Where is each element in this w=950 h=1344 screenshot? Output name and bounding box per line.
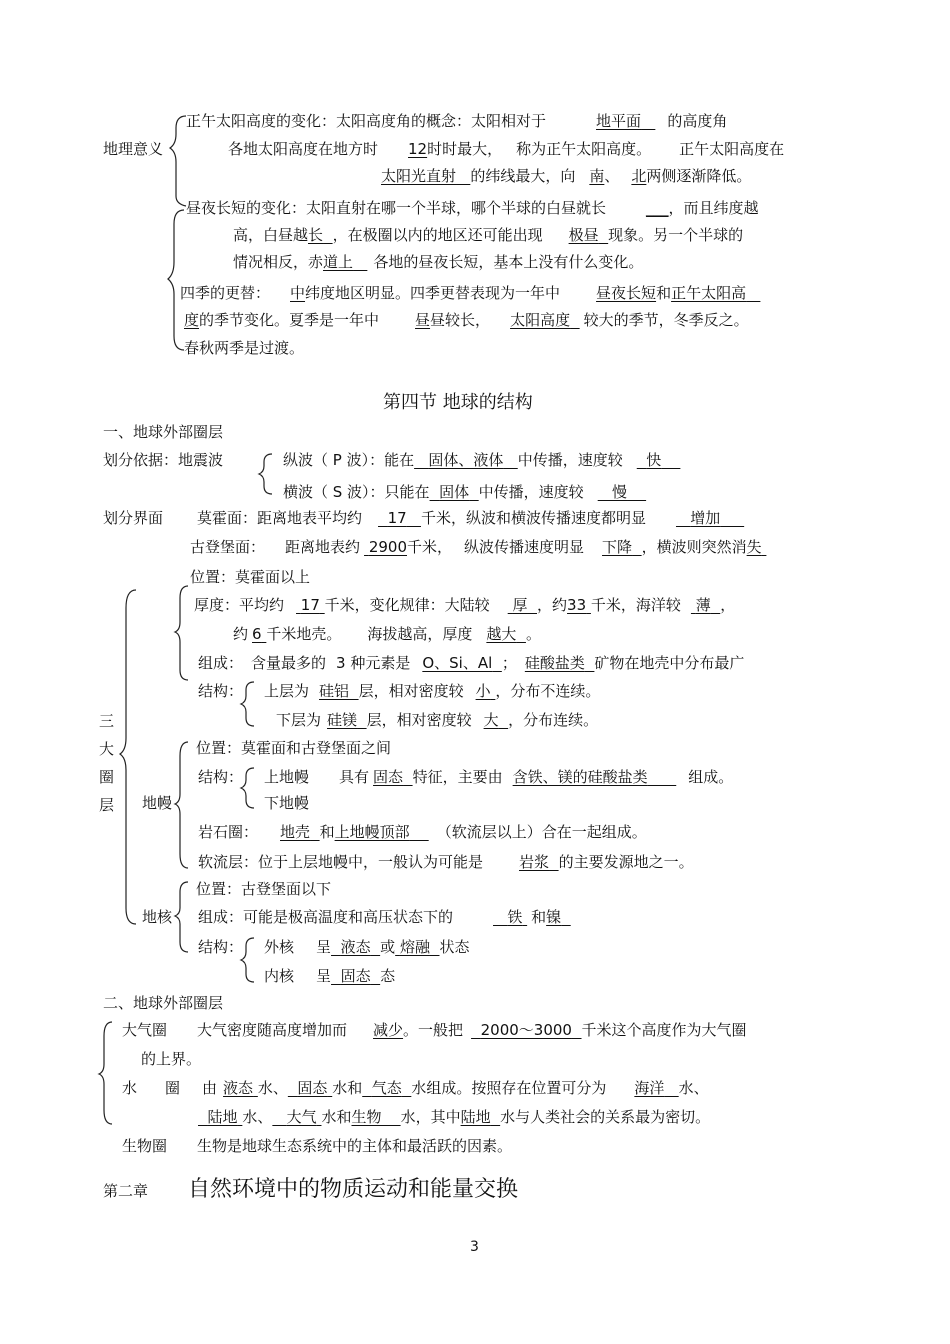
chapter-title: 自然环境中的物质运动和能量交换: [188, 1177, 519, 1202]
seismic-basis-label: 划分依据：地震波: [103, 451, 224, 469]
core-bracket: [174, 880, 194, 954]
part1-heading: 一、地球外部圈层: [103, 423, 224, 441]
season-line-2: 度的季节变化。夏季是一年中 昼昼较长， 太阳高度 较大的季节，冬季反之。: [184, 311, 749, 329]
core-composition: 组成：可能是极高温度和高压状态下的 铁 和镍: [198, 908, 562, 926]
moho-line: 莫霍面：距离地表平均约 17 千米，纵波和横波传播速度都明显 增加: [197, 509, 721, 527]
part2-heading: 二、地球外部圈层: [103, 994, 224, 1012]
interface-label: 划分界面: [103, 509, 164, 527]
three-spheres-char-1: 三: [99, 712, 115, 730]
season-line-1: 四季的更替： 中纬度地区明显。四季更替表现为一年中 昼夜长短和正午太阳高: [180, 284, 747, 302]
p-wave-line: 纵波（ P 波）：能在 固体、液体 中传播，速度较 快: [283, 451, 662, 469]
mantle-structure-label: 结构：: [198, 768, 244, 786]
lithosphere-line: 岩石圈： 地壳 和上地幔顶部 （软流层以上）合在一起组成。: [198, 823, 647, 841]
mantle-label: 地幔: [142, 794, 173, 812]
hydrosphere-line-1: 水 圈 由 液态 水、 固态 水和 气态 水组成。按照存在位置可分为 海洋 水、: [122, 1079, 709, 1097]
core-structure-label: 结构：: [198, 938, 244, 956]
atmosphere-line-1: 大气圈 大气密度随高度增加而 减少。一般把 2000～3000 千米这个高度作为大气圈: [122, 1021, 747, 1039]
atmosphere-line-2: 的上界。: [141, 1050, 202, 1068]
upper-mantle-line: 上地幔 具有 固态 特征，主要由 含铁、镁的硅酸盐类 组成。: [264, 768, 734, 786]
crust-structure-label: 结构：: [198, 682, 244, 700]
three-spheres-char-3: 圈: [99, 768, 115, 786]
crust-thickness-1: 厚度：平均约 17 千米，变化规律：大陆较 厚 ，约33 千米，海洋较 薄 ，: [194, 596, 736, 614]
inner-core-line: 内核 呈 固态 态: [264, 967, 396, 985]
noon-line-1: 正午太阳高度的变化：太阳高度角的概念：太阳相对于 地平面 的高度角: [186, 112, 728, 130]
crust-composition: 组成： 含量最多的 3 种元素是 O、Si、Al ； 硅酸盐类 矿物在地壳中分布最广: [198, 654, 745, 672]
part2-bracket: [98, 1020, 118, 1126]
core-position: 位置：古登堡面以下: [196, 880, 332, 898]
section-title: 第四节 地球的结构: [383, 392, 533, 413]
outer-core-line: 外核 呈 液态 或 熔融 状态: [264, 938, 470, 956]
day-line-1: 昼夜长短的变化：太阳直射在哪一个半球，哪个半球的白昼就长 ___，而且纬度越: [186, 199, 759, 217]
three-spheres-bracket: [118, 588, 140, 928]
noon-line-2: 各地太阳高度在地方时 12时时最大， 称为正午太阳高度。 正午太阳高度在: [228, 140, 785, 158]
asthenosphere-line: 软流层：位于上层地幔中，一般认为可能是 岩浆 的主要发源地之一。: [198, 853, 694, 871]
crust-position: 位置：莫霍面以上: [190, 568, 311, 586]
crust-bracket: [174, 584, 194, 684]
geo-meaning-label: 地理意义: [103, 140, 164, 158]
lower-mantle: 下地幔: [264, 794, 310, 812]
mantle-position: 位置：莫霍面和古登堡面之间: [196, 739, 392, 757]
gutenberg-line: 古登堡面： 距离地表约 2900千米， 纵波传播速度明显 下降 ，横波则突然消失: [190, 538, 762, 556]
three-spheres-char-2: 大: [99, 740, 115, 758]
crust-upper-layer: 上层为 硅铝 层，相对密度较 小 ，分布不连续。: [264, 682, 601, 700]
s-wave-line: 横波（ S 波）：只能在 固体 中传播，速度较 慢: [283, 483, 628, 501]
seismic-bracket: [258, 452, 278, 496]
three-spheres-char-4: 层: [99, 796, 115, 814]
mantle-bracket: [174, 740, 194, 872]
hydrosphere-line-2: 陆地 水、 大气 水和生物 水，其中陆地 水与人类社会的关系最为密切。: [207, 1108, 711, 1126]
chapter-number: 第二章: [103, 1182, 149, 1200]
core-label: 地核: [142, 908, 173, 926]
crust-lower-layer: 下层为 硅镁 层，相对密度较 大 ，分布连续。: [276, 711, 599, 729]
season-line-3: 春秋两季是过渡。: [184, 339, 305, 357]
biosphere-line: 生物圈 生物是地球生态系统中的主体和最活跃的因素。: [122, 1137, 513, 1155]
page-number: 3: [470, 1239, 479, 1255]
crust-thickness-2: 约 6 千米地壳。 海拔越高，厚度 越大 。: [233, 625, 541, 643]
noon-line-3: 太阳光直射 的纬线最大，向 南、 北两侧逐渐降低。: [381, 167, 752, 185]
day-line-2: 高，白昼越长 ，在极圈以内的地区还可能出现 极昼 现象。另一个半球的: [233, 226, 744, 244]
day-line-3: 情况相反，赤道上 各地的昼夜长短，基本上没有什么变化。: [233, 253, 644, 271]
